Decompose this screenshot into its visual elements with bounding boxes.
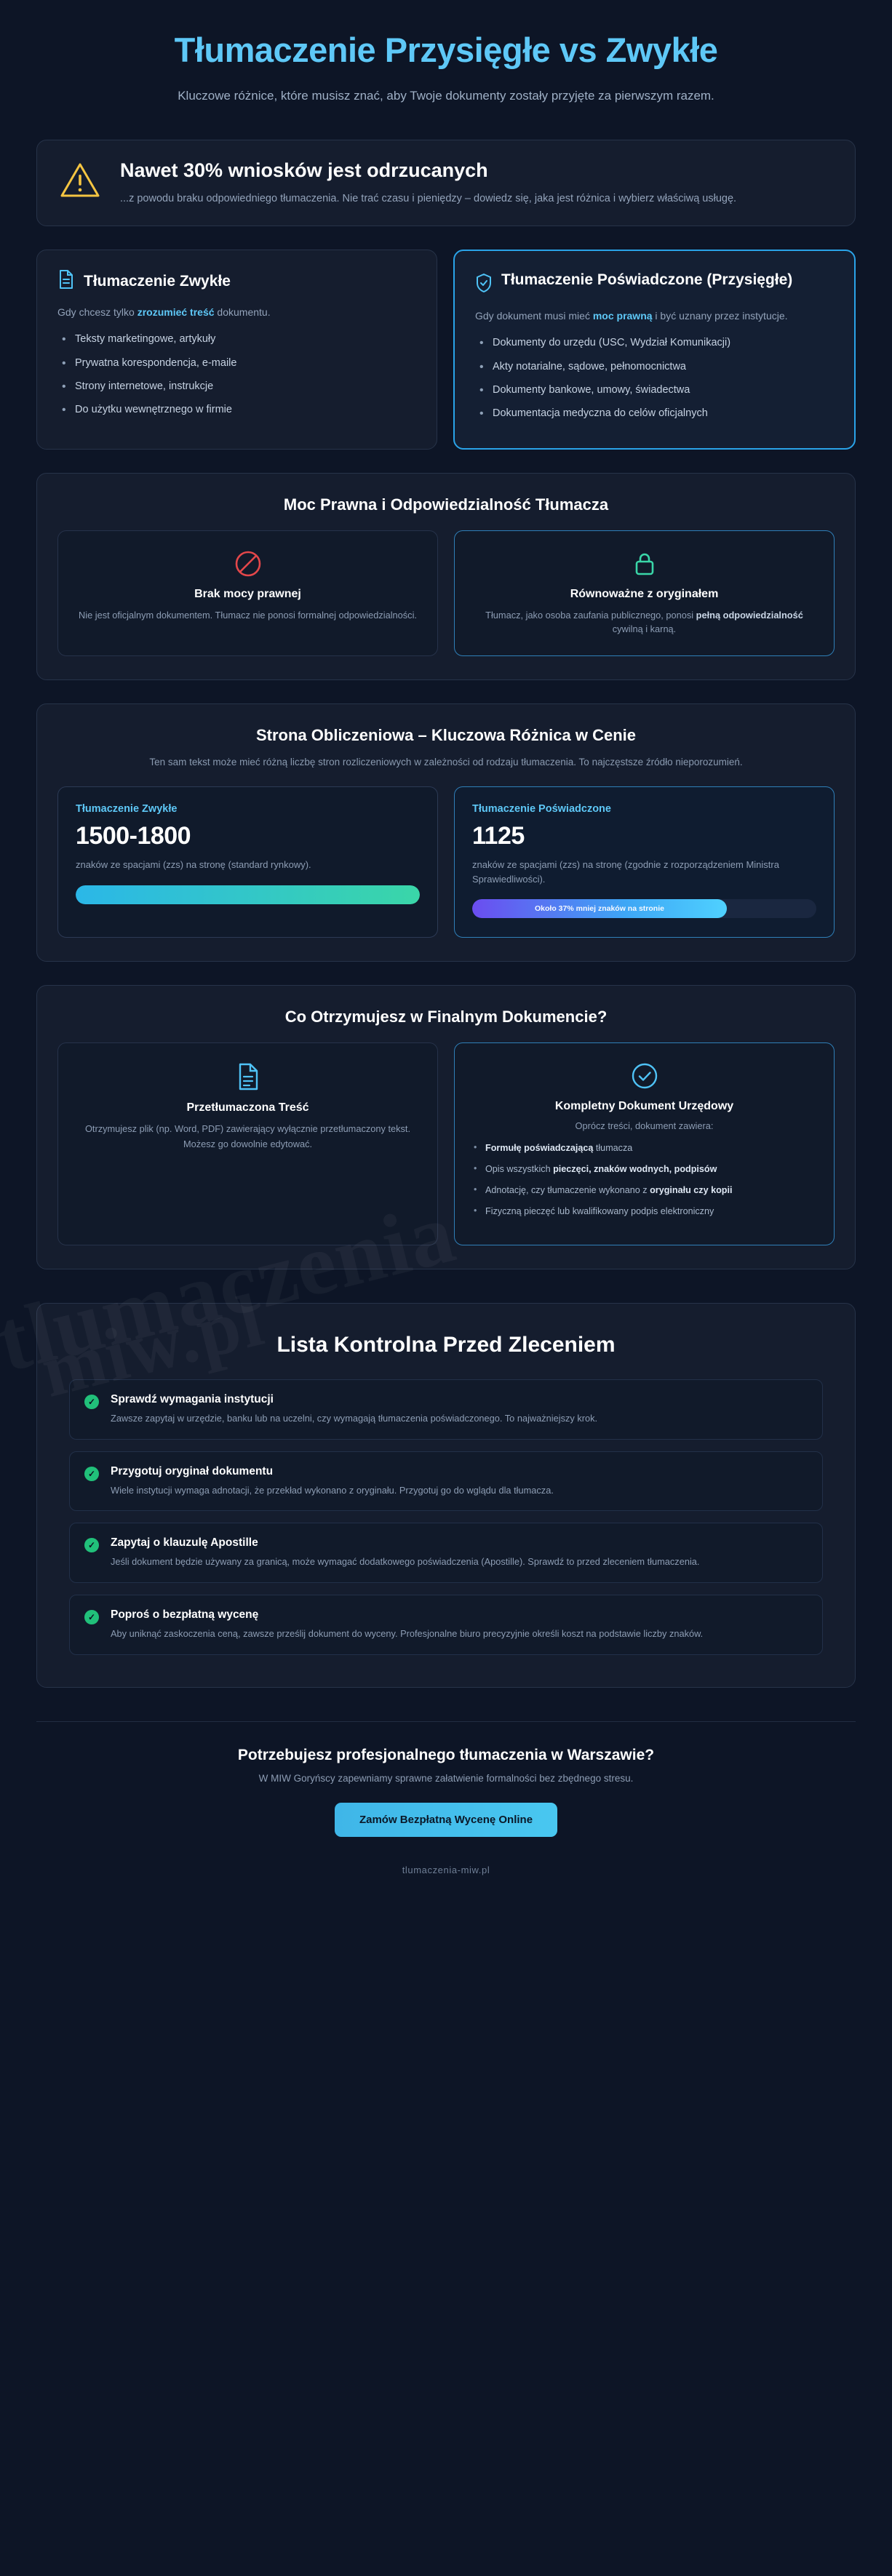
card-certified-lead [475, 308, 834, 324]
checklist-item-text: Aby uniknąć zaskoczenia ceną, zawsze prześlij dokument do wyceny. Profesjonalne biuro precyzyjnie określi koszt na podstawie liczby znaków. [111, 1628, 704, 1640]
check-icon: ✓ [84, 1538, 99, 1552]
final-plain-text: Otrzymujesz plik (np. Word, PDF) zawierający wyłącznie przetłumaczony tekst. Możesz go dowolnie edytować. [84, 1123, 411, 1149]
final-certified-list [472, 1141, 816, 1219]
card-certified-list [475, 335, 834, 420]
item-bold: Formułę poświadczającą [485, 1143, 594, 1154]
checklist-item-text: Wiele instytucji wymaga adnotacji, że przekład wykonano z oryginału. Przygotuj go do wglądu dla tłumacza. [111, 1484, 554, 1496]
order-quote-button[interactable]: Zamów Bezpłatną Wycenę Online [335, 1803, 557, 1837]
warning-triangle-icon [59, 159, 101, 202]
billing-certified-bar-fill: Około 37% mniej znaków na stronie [472, 899, 727, 918]
checklist-item [69, 1523, 823, 1583]
billing-plain-bar-fill [76, 885, 420, 904]
section-checklist [36, 1303, 856, 1688]
billing-plain-value: 1500-1800 [76, 822, 191, 850]
text-prefix: Tłumacz, jako osoba zaufania publicznego, ponosi [485, 609, 696, 621]
check-icon: ✓ [84, 1610, 99, 1624]
checklist-item [69, 1595, 823, 1655]
cta-block [36, 1747, 856, 1837]
section-final-document [36, 985, 856, 1269]
section-final-heading: Co Otrzymujesz w Finalnym Dokumencie? [284, 1008, 608, 1026]
shield-check-icon [475, 273, 493, 297]
lead-suffix: i być uznany przez instytucje. [652, 310, 788, 322]
no-entry-icon [74, 550, 421, 578]
checklist-item-title: Poproś o bezpłatną wycenę [111, 1608, 259, 1622]
list-item: • Akty notarialne, sądowe, pełnomocnictwa [478, 359, 834, 375]
checklist-item-text: Zawsze zapytaj w urzędzie, banku lub na uczelni, czy wymagają tłumaczenia poświadczonego. To najważniejszy krok. [111, 1412, 598, 1424]
lead-bold: moc prawną [592, 310, 653, 322]
checklist-item-title: Zapytaj o klauzulę Apostille [111, 1536, 258, 1550]
checklist-item-title: Przygotuj oryginał dokumentu [111, 1464, 274, 1478]
check-icon: ✓ [84, 1395, 99, 1409]
cta-text: W MIW Goryńscy zapewniamy sprawne załatwienie formalności bez zbędnego stresu. [258, 1773, 634, 1784]
checklist-item [69, 1451, 823, 1512]
divider [36, 1721, 856, 1722]
legal-card-title: Brak mocy prawnej [194, 587, 301, 600]
list-item [472, 1205, 816, 1219]
checklist-heading: Lista Kontrolna Przed Zleceniem [276, 1332, 616, 1357]
item-rest: Opis wszystkich [485, 1164, 554, 1175]
billing-certified-label: Tłumaczenie Poświadczone [472, 803, 611, 816]
lock-icon [471, 550, 818, 578]
checklist-item-title: Sprawdź wymagania instytucji [111, 1392, 274, 1405]
alert-text: ...z powodu braku odpowiedniego tłumaczenia. Nie trać czasu i pieniędzy – dowiedz się, jaka jest różnica i wybierz właściwą usługę. [120, 193, 737, 205]
list-item [472, 1163, 816, 1176]
checklist-item-text: Jeśli dokument będzie używany za granicą, może wymagać dodatkowego poświadczenia (Apostille). Sprawdź to przed zleceniem tłumaczenia. [111, 1556, 700, 1568]
final-certified-sub: Oprócz treści, dokument zawiera: [575, 1120, 714, 1132]
billing-plain-bar-track [76, 885, 420, 904]
item-bold: pieczęci, znaków wodnych, podpisów [553, 1164, 717, 1175]
billing-card-plain [57, 786, 438, 938]
alert-banner [36, 140, 856, 226]
item-rest: tłumacza [593, 1143, 633, 1154]
final-card-certified [454, 1042, 835, 1245]
item-rest: Fizyczną pieczęć lub kwalifikowany podpis elektroniczny [485, 1205, 714, 1216]
card-plain-translation [36, 250, 437, 449]
billing-plain-label: Tłumaczenie Zwykłe [76, 803, 178, 816]
legal-card-text [471, 608, 818, 637]
billing-certified-note: znaków ze spacjami (zzs) na stronę (zgodnie z rozporządzeniem Ministra Sprawiedliwości). [472, 859, 779, 885]
lead-suffix: dokumentu. [214, 306, 271, 319]
list-item: • Teksty marketingowe, artykuły [60, 332, 416, 347]
lead-prefix: Gdy chcesz tylko [57, 306, 138, 319]
text-suffix: cywilną i karną. [612, 623, 677, 635]
lead-prefix: Gdy dokument musi mieć [475, 310, 593, 322]
legal-card-no-power [57, 530, 438, 657]
legal-card-title: Równoważne z oryginałem [570, 587, 719, 600]
file-text-icon [76, 1062, 420, 1091]
section-legal-power [36, 473, 856, 681]
card-certified-title: Tłumaczenie Poświadczone (Przysięgłe) [501, 271, 793, 289]
lead-bold: zrozumieć treść [137, 306, 215, 319]
page-title: Tłumaczenie Przysięgłe vs Zwykłe [174, 31, 718, 69]
final-card-plain [57, 1042, 438, 1245]
final-certified-title: Kompletny Dokument Urzędowy [554, 1100, 734, 1113]
item-rest: Adnotację, czy tłumaczenie wykonano z [485, 1184, 650, 1195]
section-billing-heading: Strona Obliczeniowa – Kluczowa Różnica w Cenie [256, 726, 636, 745]
comparison-row [36, 250, 856, 449]
billing-card-certified [454, 786, 835, 938]
card-plain-list [57, 332, 416, 417]
list-item [472, 1184, 816, 1197]
section-legal-heading: Moc Prawna i Odpowiedzialność Tłumacza [283, 495, 609, 514]
text-bold: pełną odpowiedzialność [696, 609, 803, 621]
cta-heading: Potrzebujesz profesjonalnego tłumaczenia w Warszawie? [237, 1747, 655, 1763]
list-item: • Do użytku wewnętrznego w firmie [60, 402, 416, 418]
billing-certified-bar-track [472, 899, 816, 918]
checklist-item [69, 1379, 823, 1440]
list-item: • Dokumenty bankowe, umowy, świadectwa [478, 383, 834, 398]
list-item [472, 1141, 816, 1155]
alert-title: Nawet 30% wniosków jest odrzucanych [120, 159, 488, 182]
card-plain-lead [57, 305, 416, 320]
list-item: • Dokumentacja medyczna do celów oficjalnych [478, 406, 834, 421]
billing-plain-note: znaków ze spacjami (zzs) na stronę (standard rynkowy). [76, 859, 311, 871]
list-item: • Strony internetowe, instrukcje [60, 379, 416, 394]
document-icon [57, 269, 75, 293]
section-billing-page [36, 703, 856, 962]
page-subtitle: Kluczowe różnice, które musisz znać, aby Twoje dokumenty zostały przyjęte za pierwszym razem. [178, 88, 714, 103]
card-certified-translation [453, 250, 856, 449]
card-plain-title: Tłumaczenie Zwykłe [84, 272, 231, 290]
billing-certified-value: 1125 [472, 822, 525, 850]
check-icon: ✓ [84, 1467, 99, 1481]
item-bold: oryginału czy kopii [650, 1184, 733, 1195]
check-circle-icon [472, 1062, 816, 1090]
final-plain-title: Przetłumaczona Treść [186, 1101, 309, 1114]
legal-card-text: Nie jest oficjalnym dokumentem. Tłumacz nie ponosi formalnej odpowiedzialności. [79, 609, 417, 621]
legal-card-equivalent [454, 530, 835, 657]
section-billing-subheading: Ten sam tekst może mieć różną liczbę stron rozliczeniowych w zależności od rodzaju tłumaczenia. To najczęstsze źródło nieporozumień. [149, 757, 743, 768]
footer-domain: tlumaczenia-miw.pl [402, 1865, 490, 1875]
list-item: • Prywatna korespondencja, e-maile [60, 356, 416, 371]
list-item: • Dokumenty do urzędu (USC, Wydział Komunikacji) [478, 335, 834, 351]
